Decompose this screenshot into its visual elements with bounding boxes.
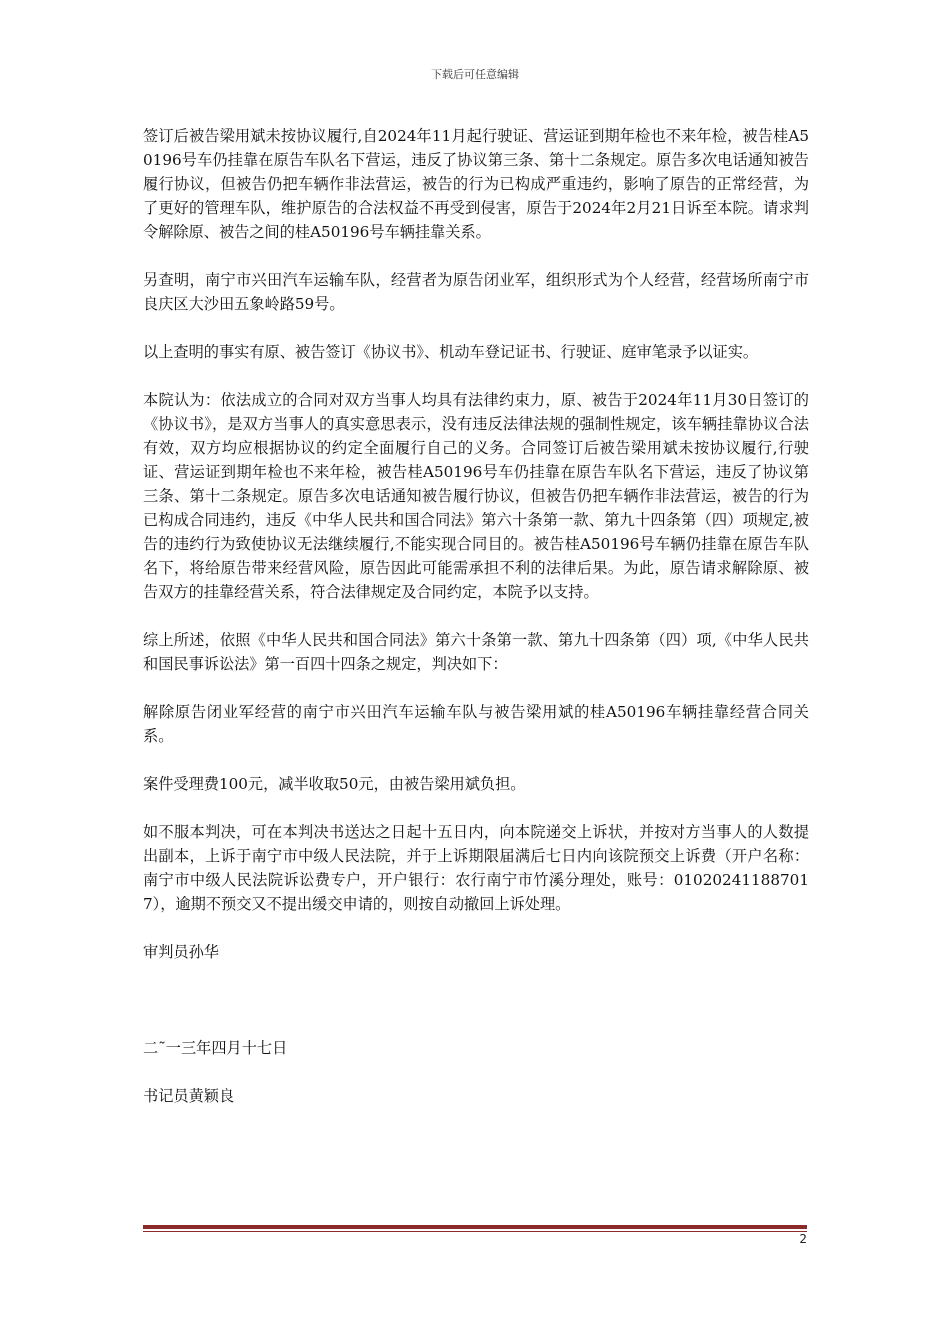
document-body <box>143 124 809 1132</box>
clerk-signature: 书记员黄颖良 <box>143 1087 235 1105</box>
paragraph-court-fee: 案件受理费100元，减半收取50元，由被告梁用斌负担。 <box>143 775 526 793</box>
footer-rule <box>143 1225 807 1229</box>
page-header: 下载后可任意编辑 <box>431 68 519 81</box>
paragraph-court-opinion: 本院认为：依法成立的合同对双方当事人均具有法律约束力，原、被告于2024年11月30日签订的《协议书》，是双方当事人的真实意思表示，没有违反法律法规的强制性规定，该车辆挂靠协议合法有效，双方均应根据协议的约定全面履行自己的义务。合同签订后被告梁用斌未按协议履行,行驶证、营运证到期年检也不来年检，被告桂A50196号车仍挂靠在原告车队名下营运，违反了协议第三条、第十二条规定。原告多次电话通知被告履行协议，但被告仍把车辆作非法营运，被告的行为已构成合同违约，违反《中华人民共和国合同法》第六十条第一款、第九十四条第（四）项规定,被告的违约行为致使协议无法继续履行,不能实现合同目的。被告桂A50196号车辆仍挂靠在原告车队名下，将给原告带来经营风险，原告因此可能需承担不利的法律后果。为此，原告请求解除原、被告双方的挂靠经营关系，符合法律规定及合同约定，本院予以支持。 <box>143 391 809 601</box>
judgment-date: 二˜一三年四月十七日 <box>143 1039 288 1057</box>
paragraph-appeal-notice: 如不服本判决，可在本判决书送达之日起十五日内，向本院递交上诉状，并按对方当事人的人数提出副本，上诉于南宁市中级人民法院，并于上诉期限届满后七日内向该院预交上诉费（开户名称：南宁市中级人民法院诉讼费专户，开户银行：农行南宁市竹溪分理处，账号：010202411887017），逾期不预交又不提出缓交申请的，则按自动撤回上诉处理。 <box>143 823 809 913</box>
judge-signature: 审判员孙华 <box>143 943 219 961</box>
footer-rule-thin <box>143 1231 807 1232</box>
paragraph-evidence: 以上查明的事实有原、被告签订《协议书》、机动车登记证书、行驶证、庭审笔录予以证实。 <box>143 343 759 361</box>
paragraph-legal-basis: 综上所述，依照《中华人民共和国合同法》第六十条第一款、第九十四条第（四）项,《中华人民共和国民事诉讼法》第一百四十四条之规定，判决如下： <box>143 631 809 673</box>
paragraph-judgment: 解除原告闭业军经营的南宁市兴田汽车运输车队与被告梁用斌的桂A50196车辆挂靠经营合同关系。 <box>143 703 809 745</box>
paragraph-further-findings: 另查明，南宁市兴田汽车运输车队，经营者为原告闭业军，组织形式为个人经营，经营场所南宁市良庆区大沙田五象岭路59号。 <box>143 271 809 313</box>
paragraph-breach-facts: 签订后被告梁用斌未按协议履行,自2024年11月起行驶证、营运证到期年检也不来年检，被告桂A50196号车仍挂靠在原告车队名下营运，违反了协议第三条、第十二条规定。原告多次电话通知被告履行协议，但被告仍把车辆作非法营运，被告的行为已构成严重违约，影响了原告的正常经营，为了更好的管理车队，维护原告的合法权益不再受到侵害，原告于2024年2月21日诉至本院。请求判令解除原、被告之间的桂A50196号车辆挂靠关系。 <box>143 127 809 241</box>
page-number: 2 <box>799 1232 807 1246</box>
